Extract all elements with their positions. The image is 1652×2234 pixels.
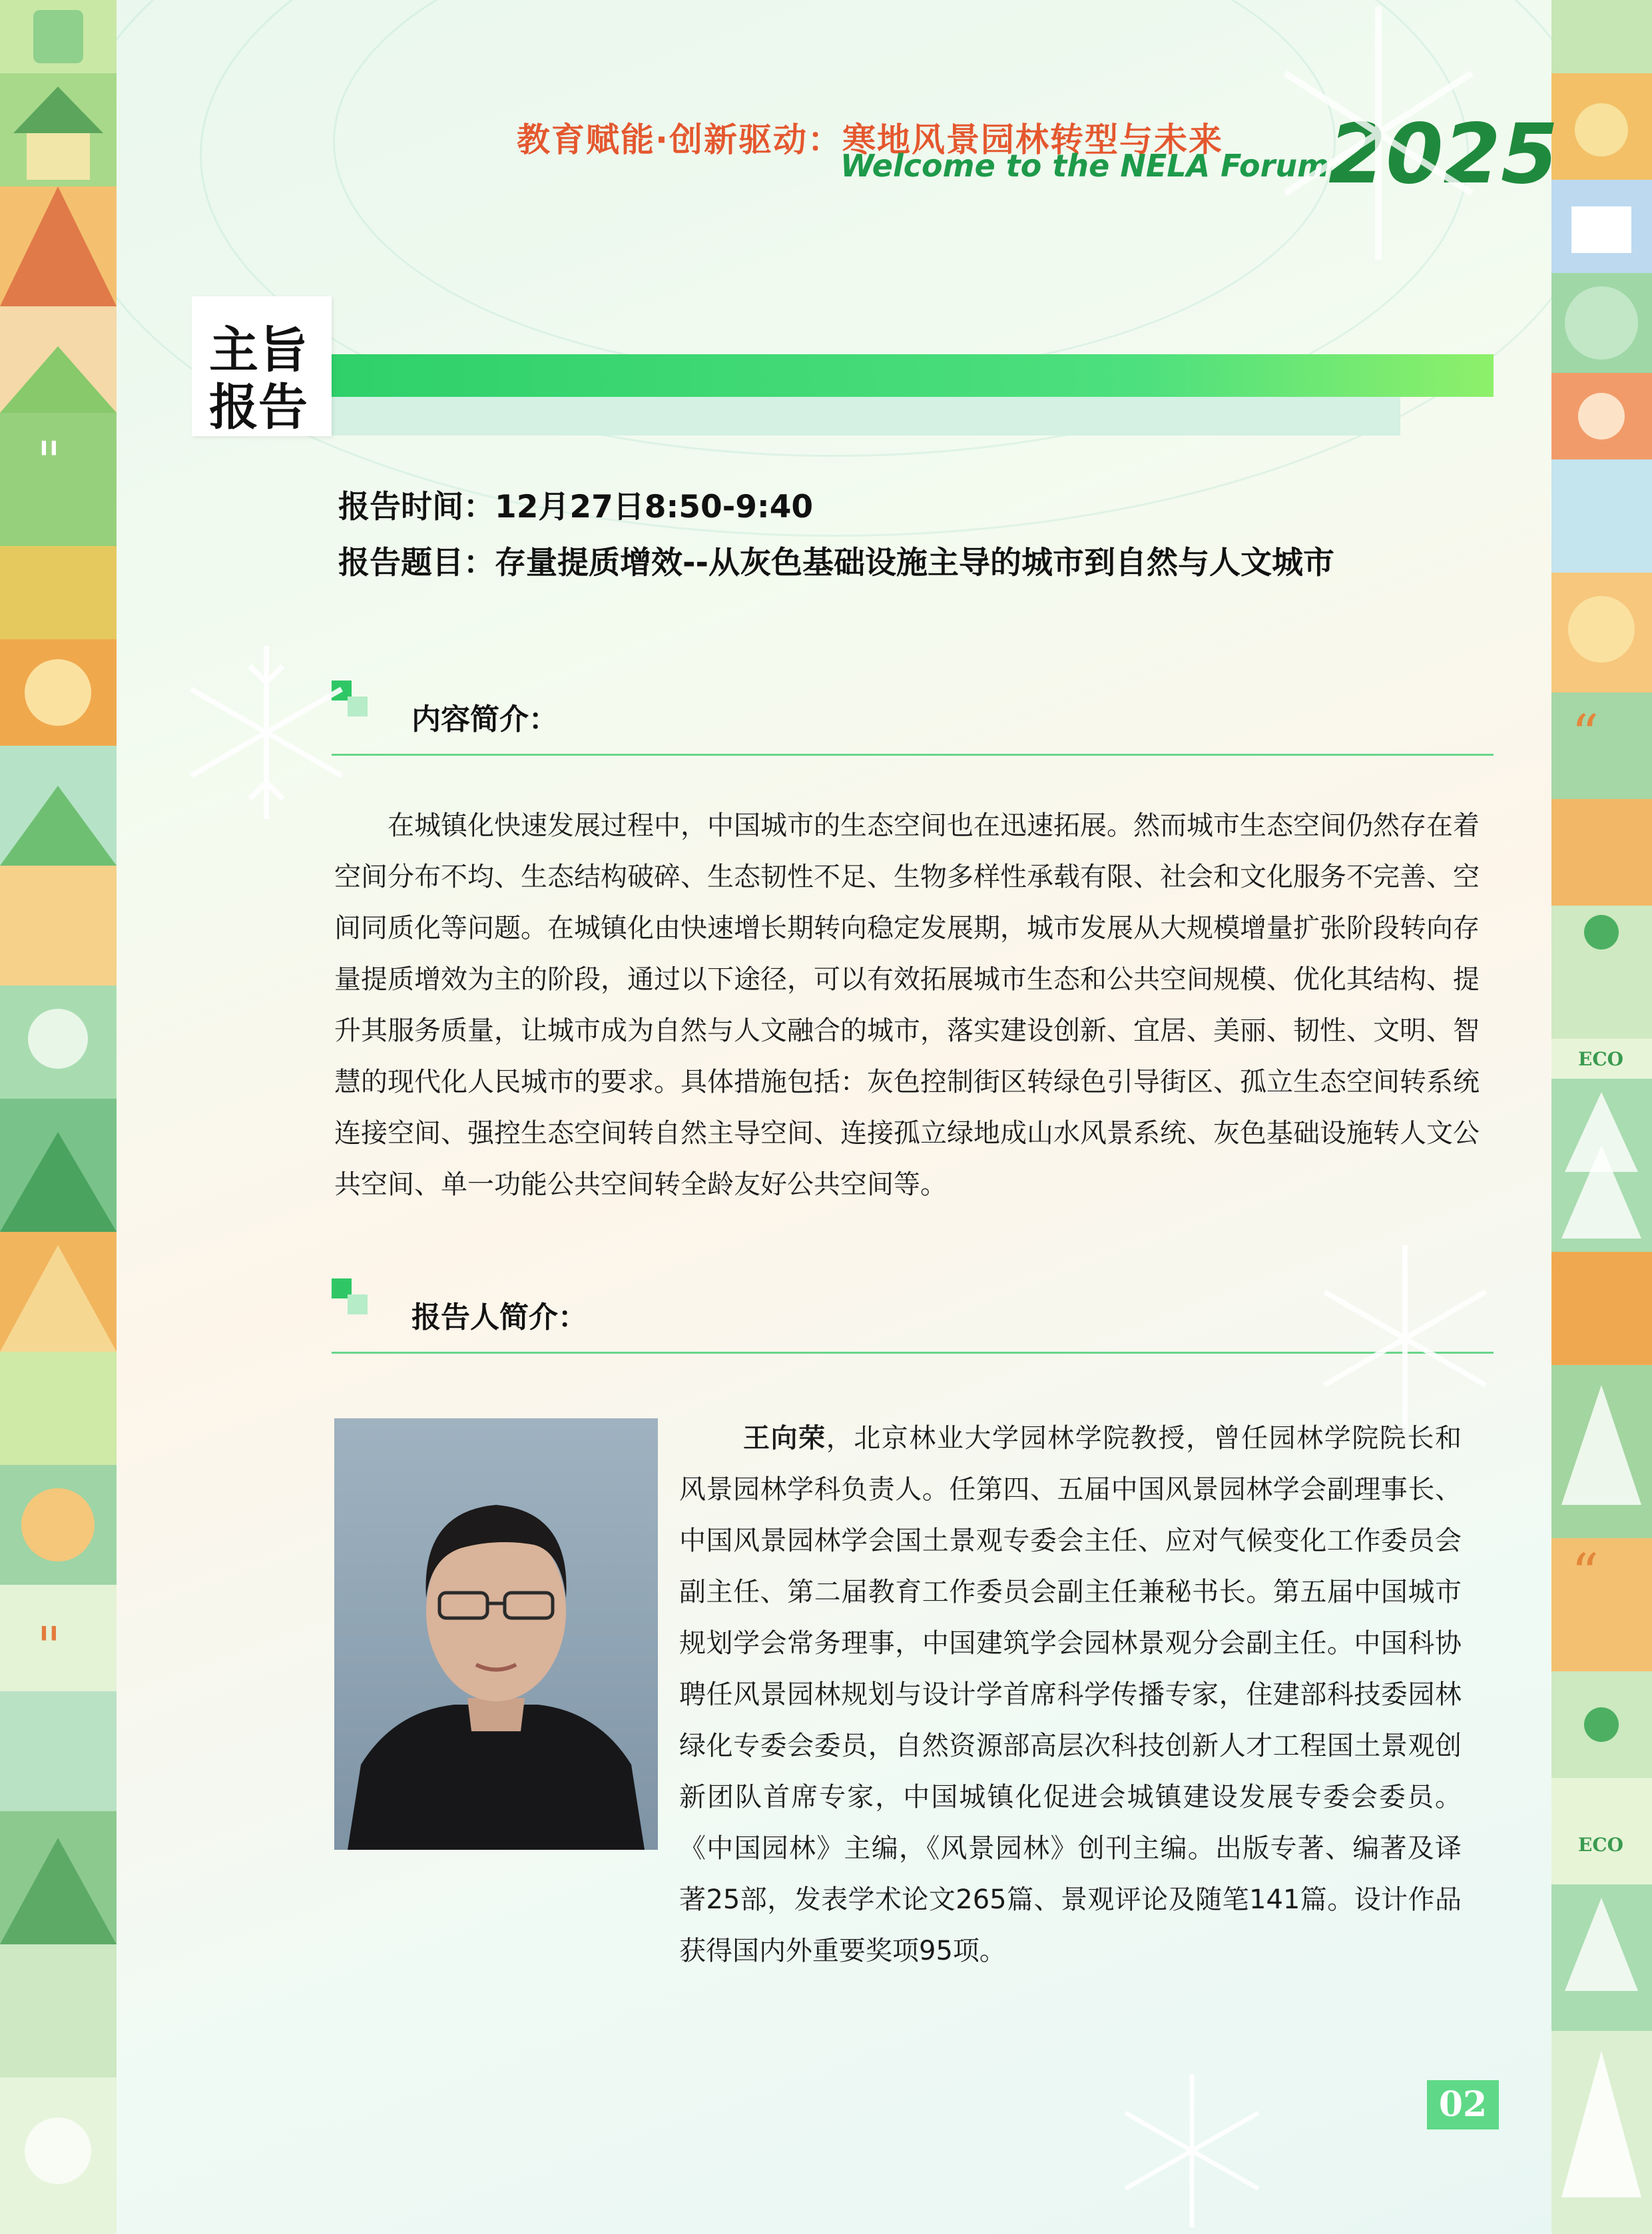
report-time-label: 报告时间： xyxy=(338,489,495,525)
badge-line2: 报告 xyxy=(209,379,308,436)
snowflake-icon xyxy=(1278,0,1478,266)
svg-text:ECO: ECO xyxy=(1578,1048,1624,1070)
keynote-badge xyxy=(192,296,332,436)
speaker-name: 王向荣 xyxy=(743,1423,826,1454)
content-text: 在城镇化快速发展过程中，中国城市的生态空间也在迅速拓展。然而城市生态空间仍然存在着空间分布不均、生态结构破碎、生态韧性不足、生物多样性承载有限、社会和文化服务不完善、空间同质化等问题。在城镇化由快速增长期转向稳定发展期，城市发展从大规模增量扩张阶段转向存量提质增效为主的阶段，通过以下途径，可以有效拓展城市生态和公共空间规模、优化其结构、提升其服务质量，让城市成为自然与人文融合的城市，落实建设创新、宜居、美丽、韧性、文明、智慧的现代化人民城市的要求。具体措施包括：灰色控制街区转绿色引导街区、孤立生态空间转系统连接空间、强控生态空间转自然主导空间、连接孤立绿地成山水风景系统、灰色基础设施转人文公共空间、单一功能公共空间转全龄友好公共空间等。 xyxy=(334,810,1480,1200)
speaker-bio xyxy=(679,1413,1462,1977)
report-time-value: 12月27日8:50-9:40 xyxy=(495,489,814,525)
content-section-rule xyxy=(332,754,1494,756)
right-decorative-strip xyxy=(1551,0,1652,2234)
svg-text:": " xyxy=(37,1615,61,1677)
report-time xyxy=(338,482,813,527)
snowflake-icon xyxy=(166,633,366,832)
svg-text:“: “ xyxy=(1571,703,1599,765)
speaker-portrait-svg xyxy=(334,1418,658,1850)
left-decorative-strip xyxy=(0,0,117,2234)
header-green-bar xyxy=(332,354,1494,397)
svg-text:": " xyxy=(37,430,61,492)
forum-title-en: Welcome to the NELA Forum xyxy=(840,148,1330,184)
content-section-title: 内容简介： xyxy=(412,702,558,736)
speaker-section-title: 报告人简介： xyxy=(412,1300,587,1334)
svg-text:ECO: ECO xyxy=(1578,1834,1624,1856)
badge-line1: 主旨 xyxy=(209,322,308,379)
header-mint-bar xyxy=(332,397,1400,435)
left-pattern-svg xyxy=(0,0,117,2234)
speaker-bio-text: ，北京林业大学园林学院教授，曾任园林学院院长和风景园林学科负责人。任第四、五届中国风景园林学会副理事长、中国风景园林学会国土景观专委会主任、应对气候变化工作委员会副主任、第二届教育工作委员会副主任兼秘书长。第五届中国城市规划学会常务理事，中国建筑学会园林景观分会副主任。中国科协聘任风景园林规划与设计学首席科学传播专家，住建部科技委园林绿化专委会委员，自然资源部高层次科技创新人才工程国土景观创新团队首席专家，中国城镇化促进会城镇建设发展专委会委员。《中国园林》主编，《风景园林》创刊主编。出版专著、编著及译著25部，发表学术论文265篇、景观评论及随笔141篇。设计作品获得国内外重要奖项95项。 xyxy=(679,1423,1462,1966)
report-topic xyxy=(338,538,1334,583)
svg-text:“: “ xyxy=(1571,1542,1599,1604)
speaker-photo xyxy=(334,1418,658,1850)
page-number: 02 xyxy=(1427,2080,1499,2129)
speaker-section-icon xyxy=(332,1278,369,1316)
snowflake-icon xyxy=(1105,2064,1278,2234)
forum-title-cn: 教育赋能·创新驱动：寒地风景园林转型与未来 xyxy=(517,121,1223,159)
report-topic-value: 存量提质增效--从灰色基础设施主导的城市到自然与人文城市 xyxy=(495,545,1335,581)
snowflake-icon xyxy=(1298,1232,1512,1445)
right-pattern-svg xyxy=(1551,0,1652,2234)
report-topic-label: 报告题目： xyxy=(338,545,495,581)
forum-year: 2025 xyxy=(1328,107,1559,202)
